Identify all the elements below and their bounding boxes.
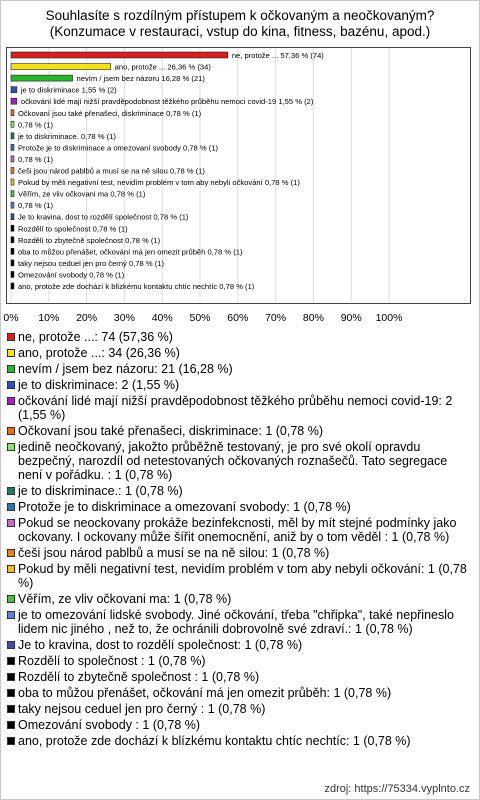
bar — [11, 179, 14, 185]
legend-item — [6, 718, 474, 732]
legend-swatch — [7, 641, 15, 649]
bar-label: očkování lidé mají nižší pravděpodobnost těžkého průběhu nemoci covid-19 1,55 % (2) — [20, 97, 314, 107]
legend-item — [6, 608, 474, 636]
x-tick-label: 100% — [375, 312, 403, 324]
legend-swatch — [7, 565, 15, 573]
bar-label: Protože je to diskriminace a omezovaní svobody 0,78 % (1) — [17, 143, 219, 153]
bar-label: 0,78 % (1) — [17, 154, 53, 164]
legend-label: Omezování svobody : 1 (0,78 %) — [18, 718, 201, 732]
x-tick-label: 70% — [265, 312, 287, 324]
bar — [11, 214, 14, 220]
legend-swatch — [7, 503, 15, 511]
title-line-1: Souhlasíte s rozdílným přístupem k očkovaným a neočkovaným? — [45, 8, 435, 23]
legend-label: Rozdělí to zbytečně společnost : 1 (0,78 %) — [18, 670, 260, 684]
x-tick-label: 90% — [340, 312, 362, 324]
bar-label: Rozdělí to společnost 0,78 % (1) — [17, 224, 128, 234]
legend-label: ne, protože ...: 74 (57,36 %) — [18, 330, 173, 344]
bar-label: je to diskriminace 1,55 % (2) — [20, 85, 117, 95]
bar-label: taky nejsou ceduel jen pro černý 0,78 % (1) — [17, 258, 165, 268]
bar — [11, 52, 228, 58]
legend-swatch — [7, 673, 15, 681]
bar — [11, 225, 14, 231]
legend-item — [6, 638, 474, 652]
bar — [11, 271, 14, 277]
bar-label: Očkovaní jsou také přenašeci, diskriminace 0,78 % (1) — [17, 108, 202, 118]
legend-swatch — [7, 427, 15, 435]
bar-label: nevím / jsem bez názoru 16,28 % (21) — [76, 74, 205, 84]
legend-item — [6, 686, 474, 700]
bar — [11, 87, 17, 93]
x-tick-label: 30% — [113, 312, 135, 324]
legend-label: ano, protože zde dochází k blízkému kontaktu chtíc nechtíc: 1 (0,78 %) — [18, 734, 411, 748]
legend-label: Rozdělí to společnost : 1 (0,78 %) — [18, 654, 206, 668]
bar — [11, 237, 14, 243]
legend-item — [6, 484, 474, 498]
legend-item — [6, 670, 474, 684]
bar-label: ano, protože ... 26,36 % (34) — [114, 62, 211, 72]
bar-label: češi jsou národ pablbů a musí se na ně silou 0,78 % (1) — [17, 166, 205, 176]
legend-item — [6, 362, 474, 376]
bar-label: Omezování svobody 0,78 % (1) — [17, 270, 125, 280]
bar — [11, 133, 14, 139]
legend-swatch — [7, 519, 15, 527]
bar — [11, 110, 14, 116]
legend-label: Pokud se neockovany prokáže bezinfekcnosti, měl by mít stejné podmínky jako ockovany. I ockovany může šířit onemocnění, aniž by o tom věděl : 1 (0,78 %) — [18, 516, 457, 544]
legend-item — [6, 546, 474, 560]
legend-label: Je to kravina, dost to rozdělí společnost: 1 (0,78 %) — [18, 638, 303, 652]
legend-item — [6, 330, 474, 344]
legend-label: Očkovaní jsou také přenašeci, diskriminace: 1 (0,78 %) — [18, 424, 323, 438]
bar-chart — [0, 0, 480, 330]
bar-label: Pokud by měli negativní test, nevidím problém v tom aby nebyli očkování 0,78 % (1) — [17, 178, 300, 188]
legend-swatch — [7, 487, 15, 495]
legend-label: očkování lidé mají nižší pravděpodobnost těžkého průběhu nemoci covid-19: 2 (1,55 %) — [18, 394, 453, 422]
legend-label: je to diskriminace.: 1 (0,78 %) — [18, 484, 183, 498]
x-tick-label: 80% — [302, 312, 324, 324]
x-tick-label: 50% — [189, 312, 211, 324]
legend-swatch — [7, 365, 15, 373]
bar-label: ne, protože ... 57,36 % (74) — [231, 51, 324, 60]
legend — [6, 330, 474, 750]
bar — [11, 98, 17, 104]
bar-label: 0,78 % (1) — [17, 201, 53, 211]
bar-label: oba to můžou přenášet, očkování má jen omezit průběh 0,78 % (1) — [17, 247, 243, 257]
bar — [11, 202, 14, 208]
bar — [11, 64, 111, 70]
legend-label: ano, protože ...: 34 (26,36 %) — [18, 346, 180, 360]
x-tick-label: 20% — [76, 312, 98, 324]
x-tick-label: 0% — [3, 312, 19, 324]
legend-item — [6, 592, 474, 606]
legend-swatch — [7, 721, 15, 729]
bar-label: 0,78 % (1) — [17, 120, 53, 130]
bar-label: Je to kravina, dost to rozdělí společnost 0,78 % (1) — [17, 212, 189, 222]
legend-label: oba to můžou přenášet, očkování má jen omezit průběh: 1 (0,78 %) — [18, 686, 392, 700]
legend-item — [6, 702, 474, 716]
legend-swatch — [7, 611, 15, 619]
x-tick-label: 60% — [227, 312, 249, 324]
bar-label: Věřím, ze vliv očkovani ma 0,78 % (1) — [17, 189, 146, 199]
legend-label: je to omezování lidské svobody. Jiné očkování, třeba "chřipka", také nepřineslo lidem nic jiného , než to, že ochránili dobrovolně své zdraví.: 1 (0,78 %) — [18, 608, 454, 636]
x-tick-label: 10% — [38, 312, 60, 324]
bar — [11, 144, 14, 150]
bar — [11, 75, 73, 81]
legend-label: Protože je to diskriminace a omezovaní svobody: 1 (0,78 %) — [18, 500, 351, 514]
legend-item — [6, 516, 474, 544]
legend-item — [6, 378, 474, 392]
legend-swatch — [7, 333, 15, 341]
legend-swatch — [7, 549, 15, 557]
legend-swatch — [7, 705, 15, 713]
bar — [11, 156, 14, 162]
legend-swatch — [7, 443, 15, 451]
bar-label: Rozdělí to zbytečně společnost 0,78 % (1) — [17, 235, 161, 245]
legend-item — [6, 500, 474, 514]
bar — [11, 283, 14, 289]
legend-item — [6, 734, 474, 748]
legend-label: Věřím, ze vliv očkovani ma: 1 (0,78 %) — [18, 592, 232, 606]
legend-swatch — [7, 657, 15, 665]
bar — [11, 260, 14, 266]
legend-label: je to diskriminace: 2 (1,55 %) — [18, 378, 180, 392]
legend-label: Pokud by měli negativní test, nevidím problém v tom aby nebyli očkování: 1 (0,78 %) — [18, 562, 467, 590]
legend-swatch — [7, 381, 15, 389]
legend-item — [6, 424, 474, 438]
legend-label: nevím / jsem bez názoru: 21 (16,28 %) — [18, 362, 233, 376]
legend-swatch — [7, 595, 15, 603]
bar-label: je to diskriminace. 0,78 % (1) — [17, 131, 116, 141]
x-tick-label: 40% — [151, 312, 173, 324]
legend-item — [6, 440, 474, 482]
legend-label: taky nejsou ceduel jen pro černý : 1 (0,78 %) — [18, 702, 266, 716]
legend-item — [6, 346, 474, 360]
bar — [11, 191, 14, 197]
bar-label: ano, protože zde dochází k blízkému kontaktu chtíc nechtíc 0,78 % (1) — [17, 282, 255, 291]
bar — [11, 168, 14, 174]
legend-item — [6, 562, 474, 590]
legend-item — [6, 654, 474, 668]
legend-swatch — [7, 689, 15, 697]
legend-item — [6, 394, 474, 422]
title-line-2: (Konzumace v restauraci, vstup do kina, fitness, bazénu, apod.) — [49, 24, 431, 39]
legend-swatch — [7, 397, 15, 405]
source-label: zdroj: https://75334.vyplnto.cz — [324, 783, 470, 795]
legend-label: jedině neočkovaný, jakožto průběžně testovaný, je pro své okolí opravdu bezpečný, narozdíl od netestovaných očkovaných roznašečů. Tato segregace není v pořádku. : 1 (0,78 %) — [18, 440, 448, 482]
bar — [11, 248, 14, 254]
legend-swatch — [7, 737, 15, 745]
legend-swatch — [7, 349, 15, 357]
legend-label: češi jsou národ pablbů a musí se na ně silou: 1 (0,78 %) — [18, 546, 330, 560]
bar — [11, 121, 14, 127]
